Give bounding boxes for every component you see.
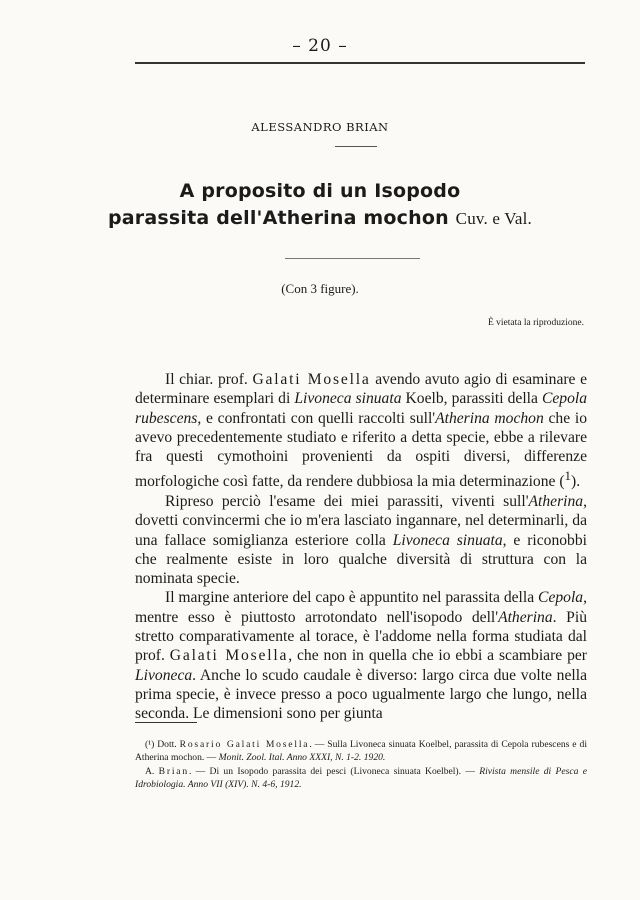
figures-note: (Con 3 figure). (281, 281, 359, 296)
footnote-1 (135, 738, 587, 765)
header-rule (135, 62, 585, 64)
footnote-ref: 1 (564, 468, 572, 484)
footnote-2 (135, 765, 587, 792)
fn1-text-a: (¹) Dott. (145, 739, 180, 750)
p3-text-a: Il margine anteriore del capo è appuntito nel parassita della (165, 589, 539, 607)
title-divider (285, 258, 420, 259)
paragraph-1 (135, 370, 587, 492)
p2-text-a: Ripreso perciò l'esame dei miei parassiti, viventi sull' (165, 492, 529, 510)
p2-text-b: , dovetti convincermi che io m'era lasciato ingannare, nel determinarli, da una fallace somiglianza esteriore colla (135, 492, 587, 549)
p1-species-1: Livoneca sinuata (294, 390, 402, 408)
article-title (0, 178, 640, 232)
title-line-2 (0, 205, 640, 232)
author: ALESSANDRO BRIAN (251, 120, 389, 134)
p3-text-d: , che non in quella che io ebbi a scambiare per (288, 647, 588, 665)
footnotes (135, 738, 587, 792)
title-authority: Cuv. e Val. (455, 209, 533, 228)
p1-text-b: avendo avuto agio di esaminare e determinare esemplari di (135, 371, 588, 408)
p1-text-e: che io avevo precedentemente studiato e riferito a detta specie, ebbe a rilevare fra questi cymothoini provenienti da ospiti diversi, differenze morfologiche così fatte, da rendere dubbiosa la mia determinazione ( (135, 409, 587, 491)
p2-text-c: , e riconobbi che realmente esiste in loro qualche diversità di struttura con la nominata specie. (135, 531, 587, 588)
p1-species-3: Atherina mochon (435, 409, 544, 427)
p2-species-1: Atherina (528, 492, 584, 510)
p3-text-e: . Anche lo scudo caudale è diverso: largo circa due volte nella prima specie, è invece presso a poco ugualmente largo che lungo, nella seconda. Le dimensioni sono per giunta (135, 666, 587, 723)
fn2-author: Brian (158, 765, 189, 777)
footnote-rule (135, 722, 197, 723)
fn2-text-b: . — Di un Isopodo parassita dei pesci (Livoneca sinuata Koelbel). — (188, 765, 480, 777)
paragraph-2 (135, 492, 587, 588)
article-body (135, 370, 587, 724)
rights-note: È vietata la riproduzione. (487, 318, 584, 328)
p1-text-d: , e confrontati con quelli raccolti sull' (197, 409, 436, 427)
fn1-citation: Monit. Zool. Ital. Anno XXXI, N. 1-2. 1920. (218, 752, 386, 764)
p1-species-2: Cepola rubescens (135, 390, 588, 427)
page-number: – 20 – (292, 36, 348, 56)
title-line-2-bold: parassita dell'Atherina mochon (107, 207, 449, 229)
p3-species-1: Cepola (538, 589, 584, 607)
fn1-author: Rosario Galati Mosella (179, 739, 310, 750)
p3-species-3: Livoneca (135, 666, 193, 684)
p3-text-c: . Più stretto comparativamente al torace, è l'addome nella forma studiata dal prof. (135, 608, 587, 665)
paragraph-3 (135, 588, 587, 723)
p3-text-b: , mentre esso è piuttosto arrotondato nell'isopodo dell' (135, 589, 587, 626)
p1-text-c: Koelb, parassiti della (401, 390, 542, 408)
p1-text-f: ). (571, 473, 581, 491)
title-line-1: A proposito di un Isopodo (179, 180, 461, 202)
p3-species-2: Atherina (498, 608, 553, 626)
fn2-text-a: A. (145, 765, 159, 777)
fn1-text-b: . — Sulla Livoneca sinuata Koelbel, parassita di Cepola rubescens e di Atherina mochon. — (135, 739, 587, 764)
p1-author-name: Galati Mosella (252, 371, 371, 388)
p1-text-a: Il chiar. prof. (165, 371, 253, 388)
p2-species-2: Livoneca sinuata (392, 531, 503, 549)
p3-author-name: Galati Mosella (169, 647, 289, 665)
author-divider (335, 146, 377, 147)
fn2-citation: Rivista mensile di Pesca e Idrobiologia. Anno VII (XIV). N. 4-6, 1912. (135, 765, 587, 791)
